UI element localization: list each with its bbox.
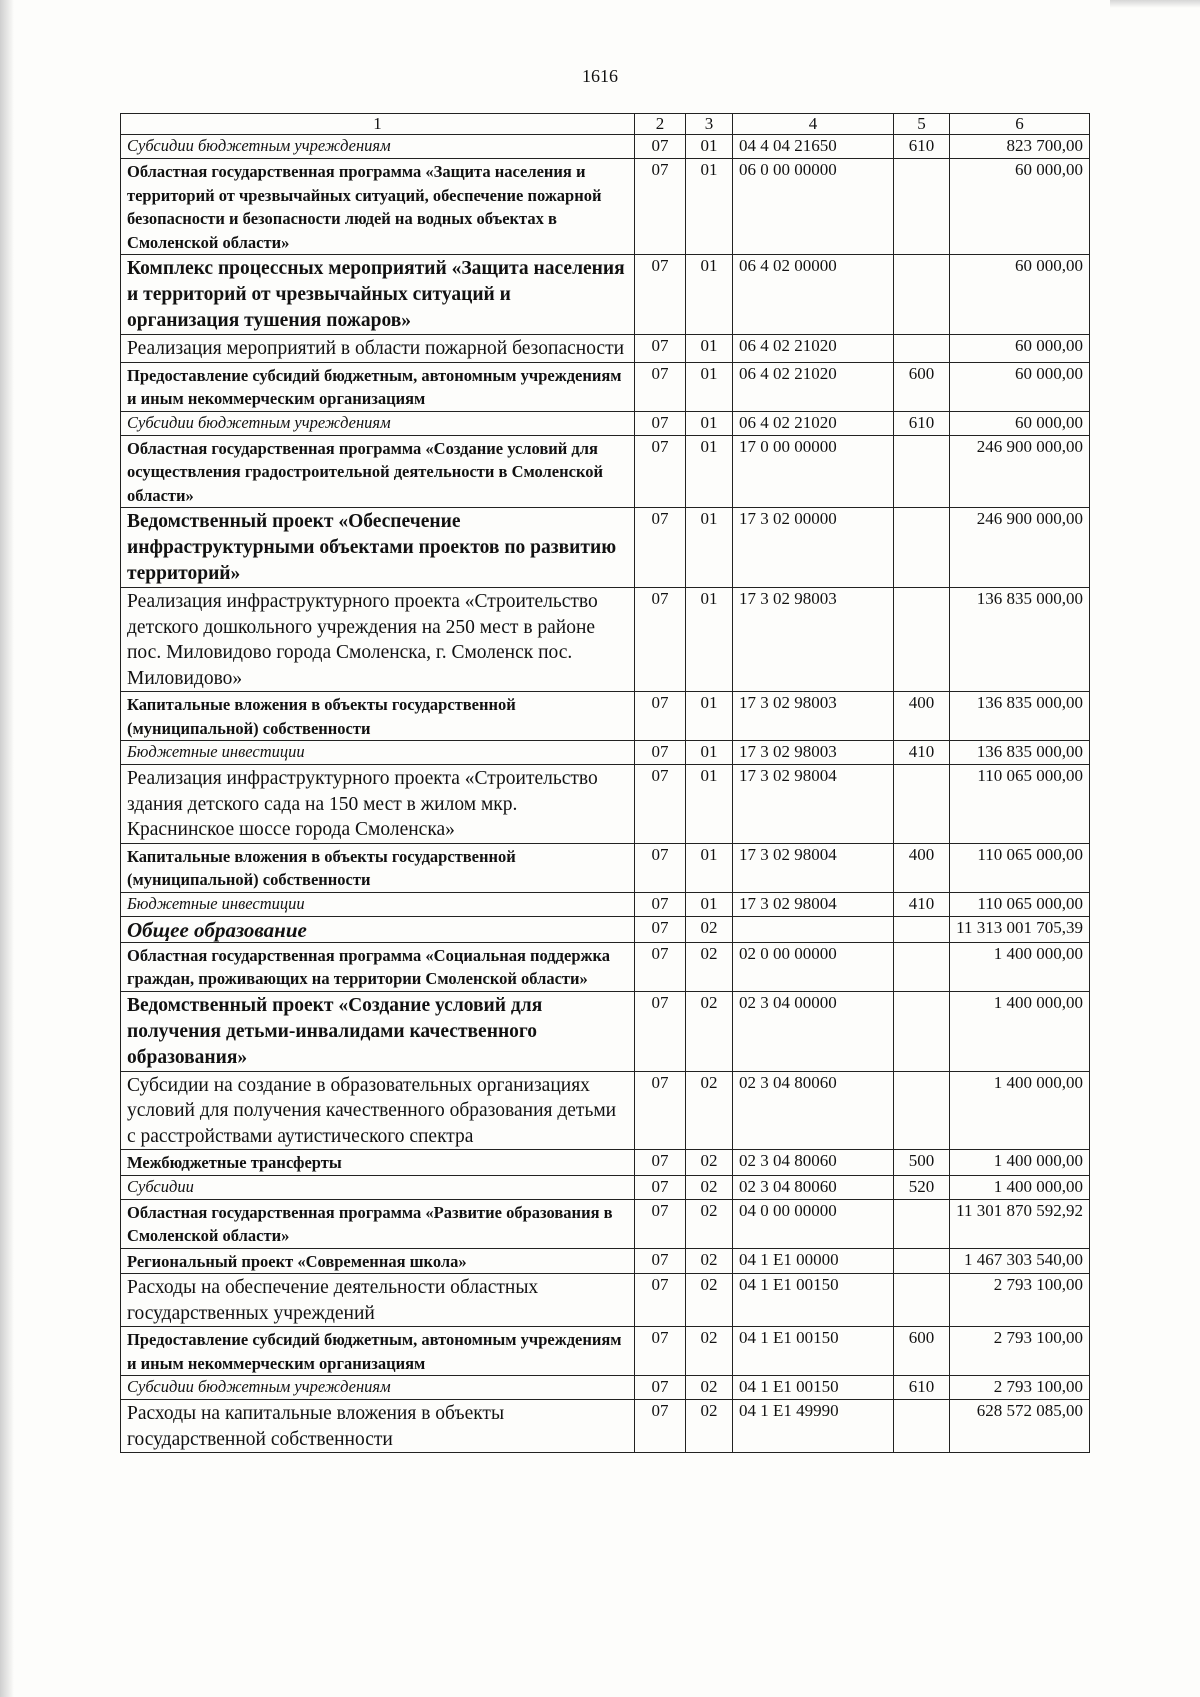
- table-row: [121, 588, 1090, 692]
- table-row: [121, 1071, 1090, 1150]
- row-subsection-code: 01: [686, 765, 733, 844]
- row-amount: 2 793 100,00: [950, 1376, 1090, 1400]
- row-amount: 136 835 000,00: [950, 692, 1090, 741]
- row-section-code: 07: [635, 135, 686, 159]
- row-name: Областная государственная программа «Защита населения и территорий от чрезвычайных ситуаций, обеспечение пожарной безопасности и безопасности людей на водных объектах в Смоленской области»: [127, 162, 602, 252]
- row-name: Реализация инфраструктурного проекта «Строительство здания детского сада на 150 мест в жилом мкр. Краснинское шоссе города Смоленска»: [127, 768, 598, 840]
- row-subsection-code: 02: [686, 991, 733, 1071]
- row-amount: 60 000,00: [950, 335, 1090, 363]
- row-name: Расходы на обеспечение деятельности областных государственных учреждений: [127, 1277, 539, 1324]
- row-section-code: 07: [635, 991, 686, 1071]
- table-row: [121, 1400, 1090, 1453]
- row-name: Субсидии бюджетным учреждениям: [127, 1377, 391, 1396]
- row-name: Предоставление субсидий бюджетным, автономным учреждениям и иным некоммерческим организациям: [127, 365, 622, 408]
- row-name-cell: [121, 1376, 635, 1400]
- row-section-code: 07: [635, 255, 686, 335]
- row-name-cell: [121, 692, 635, 741]
- row-subsection-code: 02: [686, 1199, 733, 1248]
- row-name-cell: [121, 159, 635, 255]
- row-expense-type: 400: [894, 843, 950, 892]
- row-name: Расходы на капитальные вложения в объекты государственной собственности: [127, 1403, 505, 1450]
- table-row: [121, 1327, 1090, 1376]
- table-row: [121, 892, 1090, 916]
- header-col-5: 5: [894, 114, 950, 135]
- row-target-article: 02 3 04 80060: [733, 1071, 894, 1150]
- row-amount: 823 700,00: [950, 135, 1090, 159]
- row-name: Областная государственная программа «Социальная поддержка граждан, проживающих на территории Смоленской области»: [127, 945, 610, 988]
- row-target-article: 17 3 02 98004: [733, 892, 894, 916]
- table-body: [121, 135, 1090, 1453]
- row-target-article: 04 1 E1 00000: [733, 1248, 894, 1274]
- row-name-cell: [121, 362, 635, 411]
- row-subsection-code: 01: [686, 255, 733, 335]
- table-row: [121, 991, 1090, 1071]
- page-number: 1616: [582, 66, 618, 86]
- row-target-article: 17 3 02 98003: [733, 692, 894, 741]
- row-amount: 1 400 000,00: [950, 1071, 1090, 1150]
- row-name-cell: [121, 255, 635, 335]
- header-col-6: 6: [950, 114, 1090, 135]
- row-name: Областная государственная программа «Создание условий для осуществления градостроительной деятельности в Смоленской области»: [127, 438, 603, 505]
- row-expense-type: [894, 1248, 950, 1274]
- row-expense-type: 610: [894, 1376, 950, 1400]
- row-name: Капитальные вложения в объекты государственной (муниципальной) собственности: [127, 695, 516, 738]
- row-section-code: 07: [635, 1248, 686, 1274]
- row-amount: 110 065 000,00: [950, 843, 1090, 892]
- row-target-article: 02 3 04 00000: [733, 991, 894, 1071]
- row-target-article: 04 1 E1 00150: [733, 1274, 894, 1327]
- row-name-cell: [121, 1248, 635, 1274]
- table-row: [121, 255, 1090, 335]
- row-expense-type: [894, 916, 950, 942]
- row-section-code: 07: [635, 692, 686, 741]
- header-col-2: 2: [635, 114, 686, 135]
- row-name-cell: [121, 1400, 635, 1453]
- row-target-article: 04 1 E1 00150: [733, 1327, 894, 1376]
- row-target-article: 06 0 00 00000: [733, 159, 894, 255]
- row-name: Ведомственный проект «Создание условий для получения детьми-инвалидами качественного образования»: [127, 994, 543, 1068]
- row-name-cell: [121, 508, 635, 588]
- row-subsection-code: 02: [686, 1274, 733, 1327]
- row-amount: 136 835 000,00: [950, 588, 1090, 692]
- table-header-row: [121, 114, 1090, 135]
- table-row: [121, 765, 1090, 844]
- table-row: [121, 741, 1090, 765]
- table-row: [121, 1248, 1090, 1274]
- row-amount: 246 900 000,00: [950, 435, 1090, 508]
- row-expense-type: 520: [894, 1175, 950, 1199]
- row-expense-type: [894, 942, 950, 991]
- row-subsection-code: 02: [686, 916, 733, 942]
- row-expense-type: 410: [894, 741, 950, 765]
- row-expense-type: [894, 765, 950, 844]
- row-expense-type: [894, 1400, 950, 1453]
- row-name-cell: [121, 411, 635, 435]
- row-section-code: 07: [635, 362, 686, 411]
- row-subsection-code: 02: [686, 1400, 733, 1453]
- row-name: Субсидии бюджетным учреждениям: [127, 136, 391, 155]
- row-subsection-code: 01: [686, 892, 733, 916]
- row-name-cell: [121, 1274, 635, 1327]
- row-target-article: 17 3 02 98003: [733, 588, 894, 692]
- table-row: [121, 916, 1090, 942]
- row-amount: 1 400 000,00: [950, 1150, 1090, 1176]
- row-name: Ведомственный проект «Обеспечение инфраструктурными объектами проектов по развитию территорий»: [127, 511, 617, 584]
- row-name: Общее образование: [127, 917, 307, 942]
- row-name-cell: [121, 741, 635, 765]
- row-subsection-code: 02: [686, 1248, 733, 1274]
- row-amount: 2 793 100,00: [950, 1274, 1090, 1327]
- row-target-article: 06 4 02 21020: [733, 335, 894, 363]
- table-row: [121, 1376, 1090, 1400]
- row-subsection-code: 01: [686, 508, 733, 588]
- row-section-code: 07: [635, 942, 686, 991]
- row-amount: 60 000,00: [950, 159, 1090, 255]
- row-target-article: 04 1 E1 00150: [733, 1376, 894, 1400]
- table-row: [121, 435, 1090, 508]
- row-subsection-code: 02: [686, 1175, 733, 1199]
- budget-table: [120, 113, 1090, 1453]
- row-name: Бюджетные инвестиции: [127, 742, 305, 761]
- row-amount: 60 000,00: [950, 411, 1090, 435]
- row-name: Субсидии бюджетным учреждениям: [127, 412, 391, 432]
- row-section-code: 07: [635, 588, 686, 692]
- scan-edge-top: [1110, 0, 1200, 8]
- row-name-cell: [121, 942, 635, 991]
- row-name-cell: [121, 1327, 635, 1376]
- row-name: Бюджетные инвестиции: [127, 893, 305, 913]
- row-name-cell: [121, 1199, 635, 1248]
- table-row: [121, 411, 1090, 435]
- table-row: [121, 1150, 1090, 1176]
- row-subsection-code: 02: [686, 1150, 733, 1176]
- row-expense-type: [894, 588, 950, 692]
- row-amount: 110 065 000,00: [950, 892, 1090, 916]
- row-name: Областная государственная программа «Развитие образования в Смоленской области»: [127, 1202, 613, 1245]
- row-section-code: 07: [635, 741, 686, 765]
- table-row: [121, 362, 1090, 411]
- row-section-code: 07: [635, 1071, 686, 1150]
- row-expense-type: [894, 159, 950, 255]
- table-header: [121, 114, 1090, 135]
- row-subsection-code: 02: [686, 942, 733, 991]
- header-col-3: 3: [686, 114, 733, 135]
- row-expense-type: 600: [894, 1327, 950, 1376]
- row-target-article: 02 3 04 80060: [733, 1175, 894, 1199]
- row-amount: 60 000,00: [950, 362, 1090, 411]
- row-target-article: 06 4 02 21020: [733, 411, 894, 435]
- row-name: Комплекс процессных мероприятий «Защита населения и территорий от чрезвычайных ситуаций и организация тушения пожаров»: [127, 258, 625, 331]
- row-section-code: 07: [635, 843, 686, 892]
- row-subsection-code: 01: [686, 159, 733, 255]
- row-name: Реализация мероприятий в области пожарной безопасности: [127, 338, 625, 359]
- row-name-cell: [121, 892, 635, 916]
- row-amount: 1 400 000,00: [950, 942, 1090, 991]
- table-row: [121, 1199, 1090, 1248]
- row-name-cell: [121, 588, 635, 692]
- row-section-code: 07: [635, 1274, 686, 1327]
- row-section-code: 07: [635, 435, 686, 508]
- table-row: [121, 843, 1090, 892]
- row-section-code: 07: [635, 892, 686, 916]
- row-subsection-code: 02: [686, 1327, 733, 1376]
- row-name: Субсидии на создание в образовательных организациях условий для получения качественного образования детьми с расстройствами аутистического спектра: [127, 1074, 617, 1147]
- row-subsection-code: 01: [686, 843, 733, 892]
- row-target-article: 17 0 00 00000: [733, 435, 894, 508]
- row-target-article: 04 1 E1 49990: [733, 1400, 894, 1453]
- row-section-code: 07: [635, 765, 686, 844]
- table-row: [121, 135, 1090, 159]
- row-section-code: 07: [635, 916, 686, 942]
- row-name-cell: [121, 435, 635, 508]
- row-target-article: 02 0 00 00000: [733, 942, 894, 991]
- row-name-cell: [121, 991, 635, 1071]
- header-col-1: 1: [121, 114, 635, 135]
- row-subsection-code: 02: [686, 1376, 733, 1400]
- row-name-cell: [121, 1150, 635, 1176]
- header-col-4: 4: [733, 114, 894, 135]
- row-subsection-code: 02: [686, 1071, 733, 1150]
- row-section-code: 07: [635, 508, 686, 588]
- row-subsection-code: 01: [686, 362, 733, 411]
- row-section-code: 07: [635, 1327, 686, 1376]
- row-target-article: 04 4 04 21650: [733, 135, 894, 159]
- row-subsection-code: 01: [686, 435, 733, 508]
- row-amount: 11 313 001 705,39: [950, 916, 1090, 942]
- row-amount: 110 065 000,00: [950, 765, 1090, 844]
- row-section-code: 07: [635, 411, 686, 435]
- row-name: Реализация инфраструктурного проекта «Строительство детского дошкольного учреждения на 250 мест в районе пос. Миловидово города Смоленска, г. Смоленск пос. Миловидово»: [127, 591, 598, 689]
- row-amount: 1 467 303 540,00: [950, 1248, 1090, 1274]
- row-name: Капитальные вложения в объекты государственной (муниципальной) собственности: [127, 846, 516, 889]
- row-expense-type: [894, 335, 950, 363]
- row-subsection-code: 01: [686, 692, 733, 741]
- row-section-code: 07: [635, 1150, 686, 1176]
- row-amount: 11 301 870 592,92: [950, 1199, 1090, 1248]
- row-subsection-code: 01: [686, 135, 733, 159]
- table-row: [121, 1175, 1090, 1199]
- row-target-article: 17 3 02 98004: [733, 765, 894, 844]
- row-name-cell: [121, 1071, 635, 1150]
- row-section-code: 07: [635, 159, 686, 255]
- row-target-article: 06 4 02 21020: [733, 362, 894, 411]
- row-name-cell: [121, 135, 635, 159]
- row-expense-type: 610: [894, 411, 950, 435]
- row-expense-type: 600: [894, 362, 950, 411]
- row-name: Субсидии: [127, 1176, 194, 1196]
- scan-edge-left: [0, 0, 14, 1697]
- row-expense-type: [894, 1274, 950, 1327]
- row-expense-type: [894, 255, 950, 335]
- row-expense-type: 410: [894, 892, 950, 916]
- row-subsection-code: 01: [686, 741, 733, 765]
- row-section-code: 07: [635, 1376, 686, 1400]
- row-target-article: [733, 916, 894, 942]
- row-amount: 60 000,00: [950, 255, 1090, 335]
- row-name-cell: [121, 916, 635, 942]
- table-row: [121, 335, 1090, 363]
- row-target-article: 04 0 00 00000: [733, 1199, 894, 1248]
- row-amount: 246 900 000,00: [950, 508, 1090, 588]
- table-row: [121, 508, 1090, 588]
- table-row: [121, 159, 1090, 255]
- row-target-article: 17 3 02 98004: [733, 843, 894, 892]
- row-expense-type: [894, 991, 950, 1071]
- table-row: [121, 942, 1090, 991]
- row-name: Межбюджетные трансферты: [127, 1153, 342, 1172]
- row-amount: 136 835 000,00: [950, 741, 1090, 765]
- row-section-code: 07: [635, 335, 686, 363]
- row-name: Региональный проект «Современная школа»: [127, 1251, 467, 1271]
- row-expense-type: [894, 508, 950, 588]
- row-target-article: 17 3 02 00000: [733, 508, 894, 588]
- row-subsection-code: 01: [686, 411, 733, 435]
- row-expense-type: [894, 1199, 950, 1248]
- row-target-article: 06 4 02 00000: [733, 255, 894, 335]
- row-section-code: 07: [635, 1175, 686, 1199]
- row-name: Предоставление субсидий бюджетным, автономным учреждениям и иным некоммерческим организациям: [127, 1330, 622, 1373]
- row-section-code: 07: [635, 1199, 686, 1248]
- row-expense-type: 500: [894, 1150, 950, 1176]
- row-amount: 1 400 000,00: [950, 1175, 1090, 1199]
- row-subsection-code: 01: [686, 588, 733, 692]
- row-amount: 628 572 085,00: [950, 1400, 1090, 1453]
- row-section-code: 07: [635, 1400, 686, 1453]
- row-name-cell: [121, 765, 635, 844]
- row-expense-type: [894, 1071, 950, 1150]
- row-name-cell: [121, 335, 635, 363]
- row-target-article: 17 3 02 98003: [733, 741, 894, 765]
- table-row: [121, 692, 1090, 741]
- row-name-cell: [121, 1175, 635, 1199]
- row-target-article: 02 3 04 80060: [733, 1150, 894, 1176]
- row-amount: 2 793 100,00: [950, 1327, 1090, 1376]
- row-name-cell: [121, 843, 635, 892]
- row-expense-type: 400: [894, 692, 950, 741]
- row-expense-type: [894, 435, 950, 508]
- table-row: [121, 1274, 1090, 1327]
- row-amount: 1 400 000,00: [950, 991, 1090, 1071]
- row-subsection-code: 01: [686, 335, 733, 363]
- row-expense-type: 610: [894, 135, 950, 159]
